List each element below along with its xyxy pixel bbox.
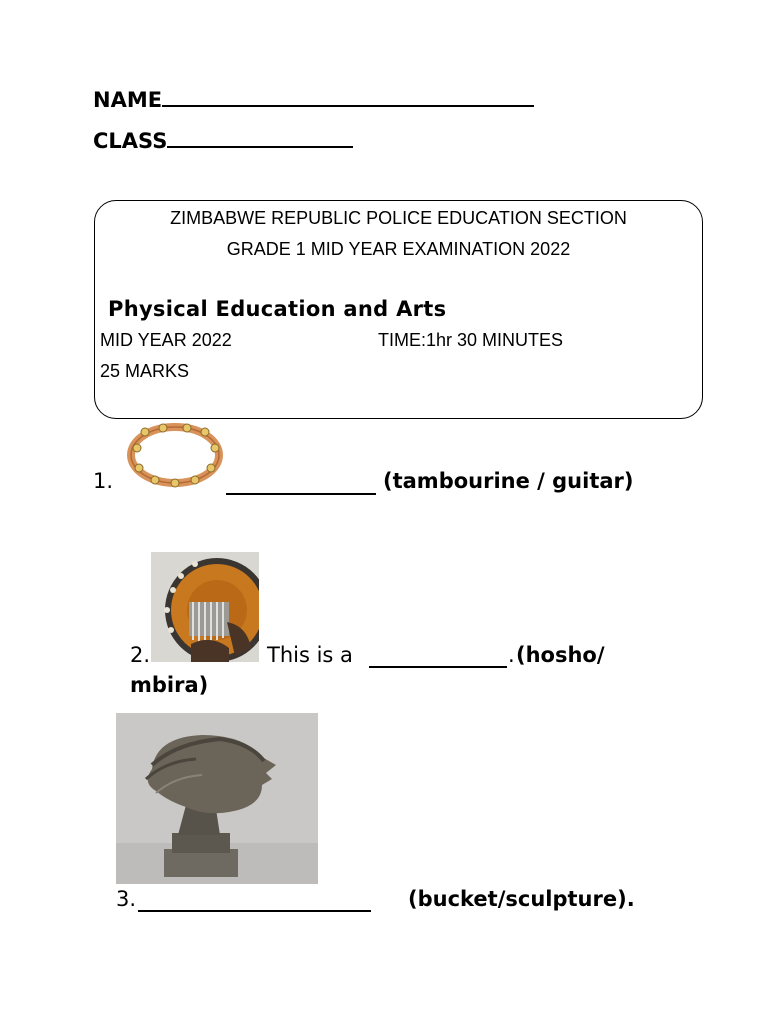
question-2-blank[interactable]: [369, 648, 507, 668]
session-label: MID YEAR 2022: [100, 330, 232, 350]
class-blank[interactable]: [167, 146, 353, 148]
question-3-options: (bucket/sculpture).: [408, 887, 635, 911]
name-blank[interactable]: [162, 105, 534, 107]
tambourine-image: [125, 420, 225, 490]
org-title: ZIMBABWE REPUBLIC POLICE EDUCATION SECTION: [170, 208, 627, 228]
sculpture-image: [116, 713, 318, 884]
name-field: [93, 88, 534, 112]
exam-title: GRADE 1 MID YEAR EXAMINATION 2022: [226, 239, 571, 259]
time-label: TIME:1hr 30 MINUTES: [378, 330, 564, 350]
question-1-options: (tambourine / guitar): [383, 469, 634, 493]
question-2-options-line1: (hosho/: [516, 643, 605, 667]
mbira-image: [151, 552, 259, 662]
marks-label: 25 MARKS: [100, 361, 190, 381]
question-2-number: 2.: [130, 643, 151, 667]
question-2-prefix: This is a: [267, 643, 353, 667]
question-1-blank[interactable]: [226, 475, 376, 495]
question-1-number: 1.: [93, 469, 114, 493]
question-3-blank[interactable]: [138, 892, 371, 912]
question-3-number: 3.: [116, 887, 137, 911]
name-label: NAME: [93, 88, 163, 112]
question-2-options-line2: mbira): [130, 673, 209, 697]
subject-title: Physical Education and Arts: [108, 297, 447, 321]
question-2-suffix: .: [508, 643, 515, 667]
class-label: CLASS: [93, 129, 168, 153]
class-field: [93, 129, 353, 153]
